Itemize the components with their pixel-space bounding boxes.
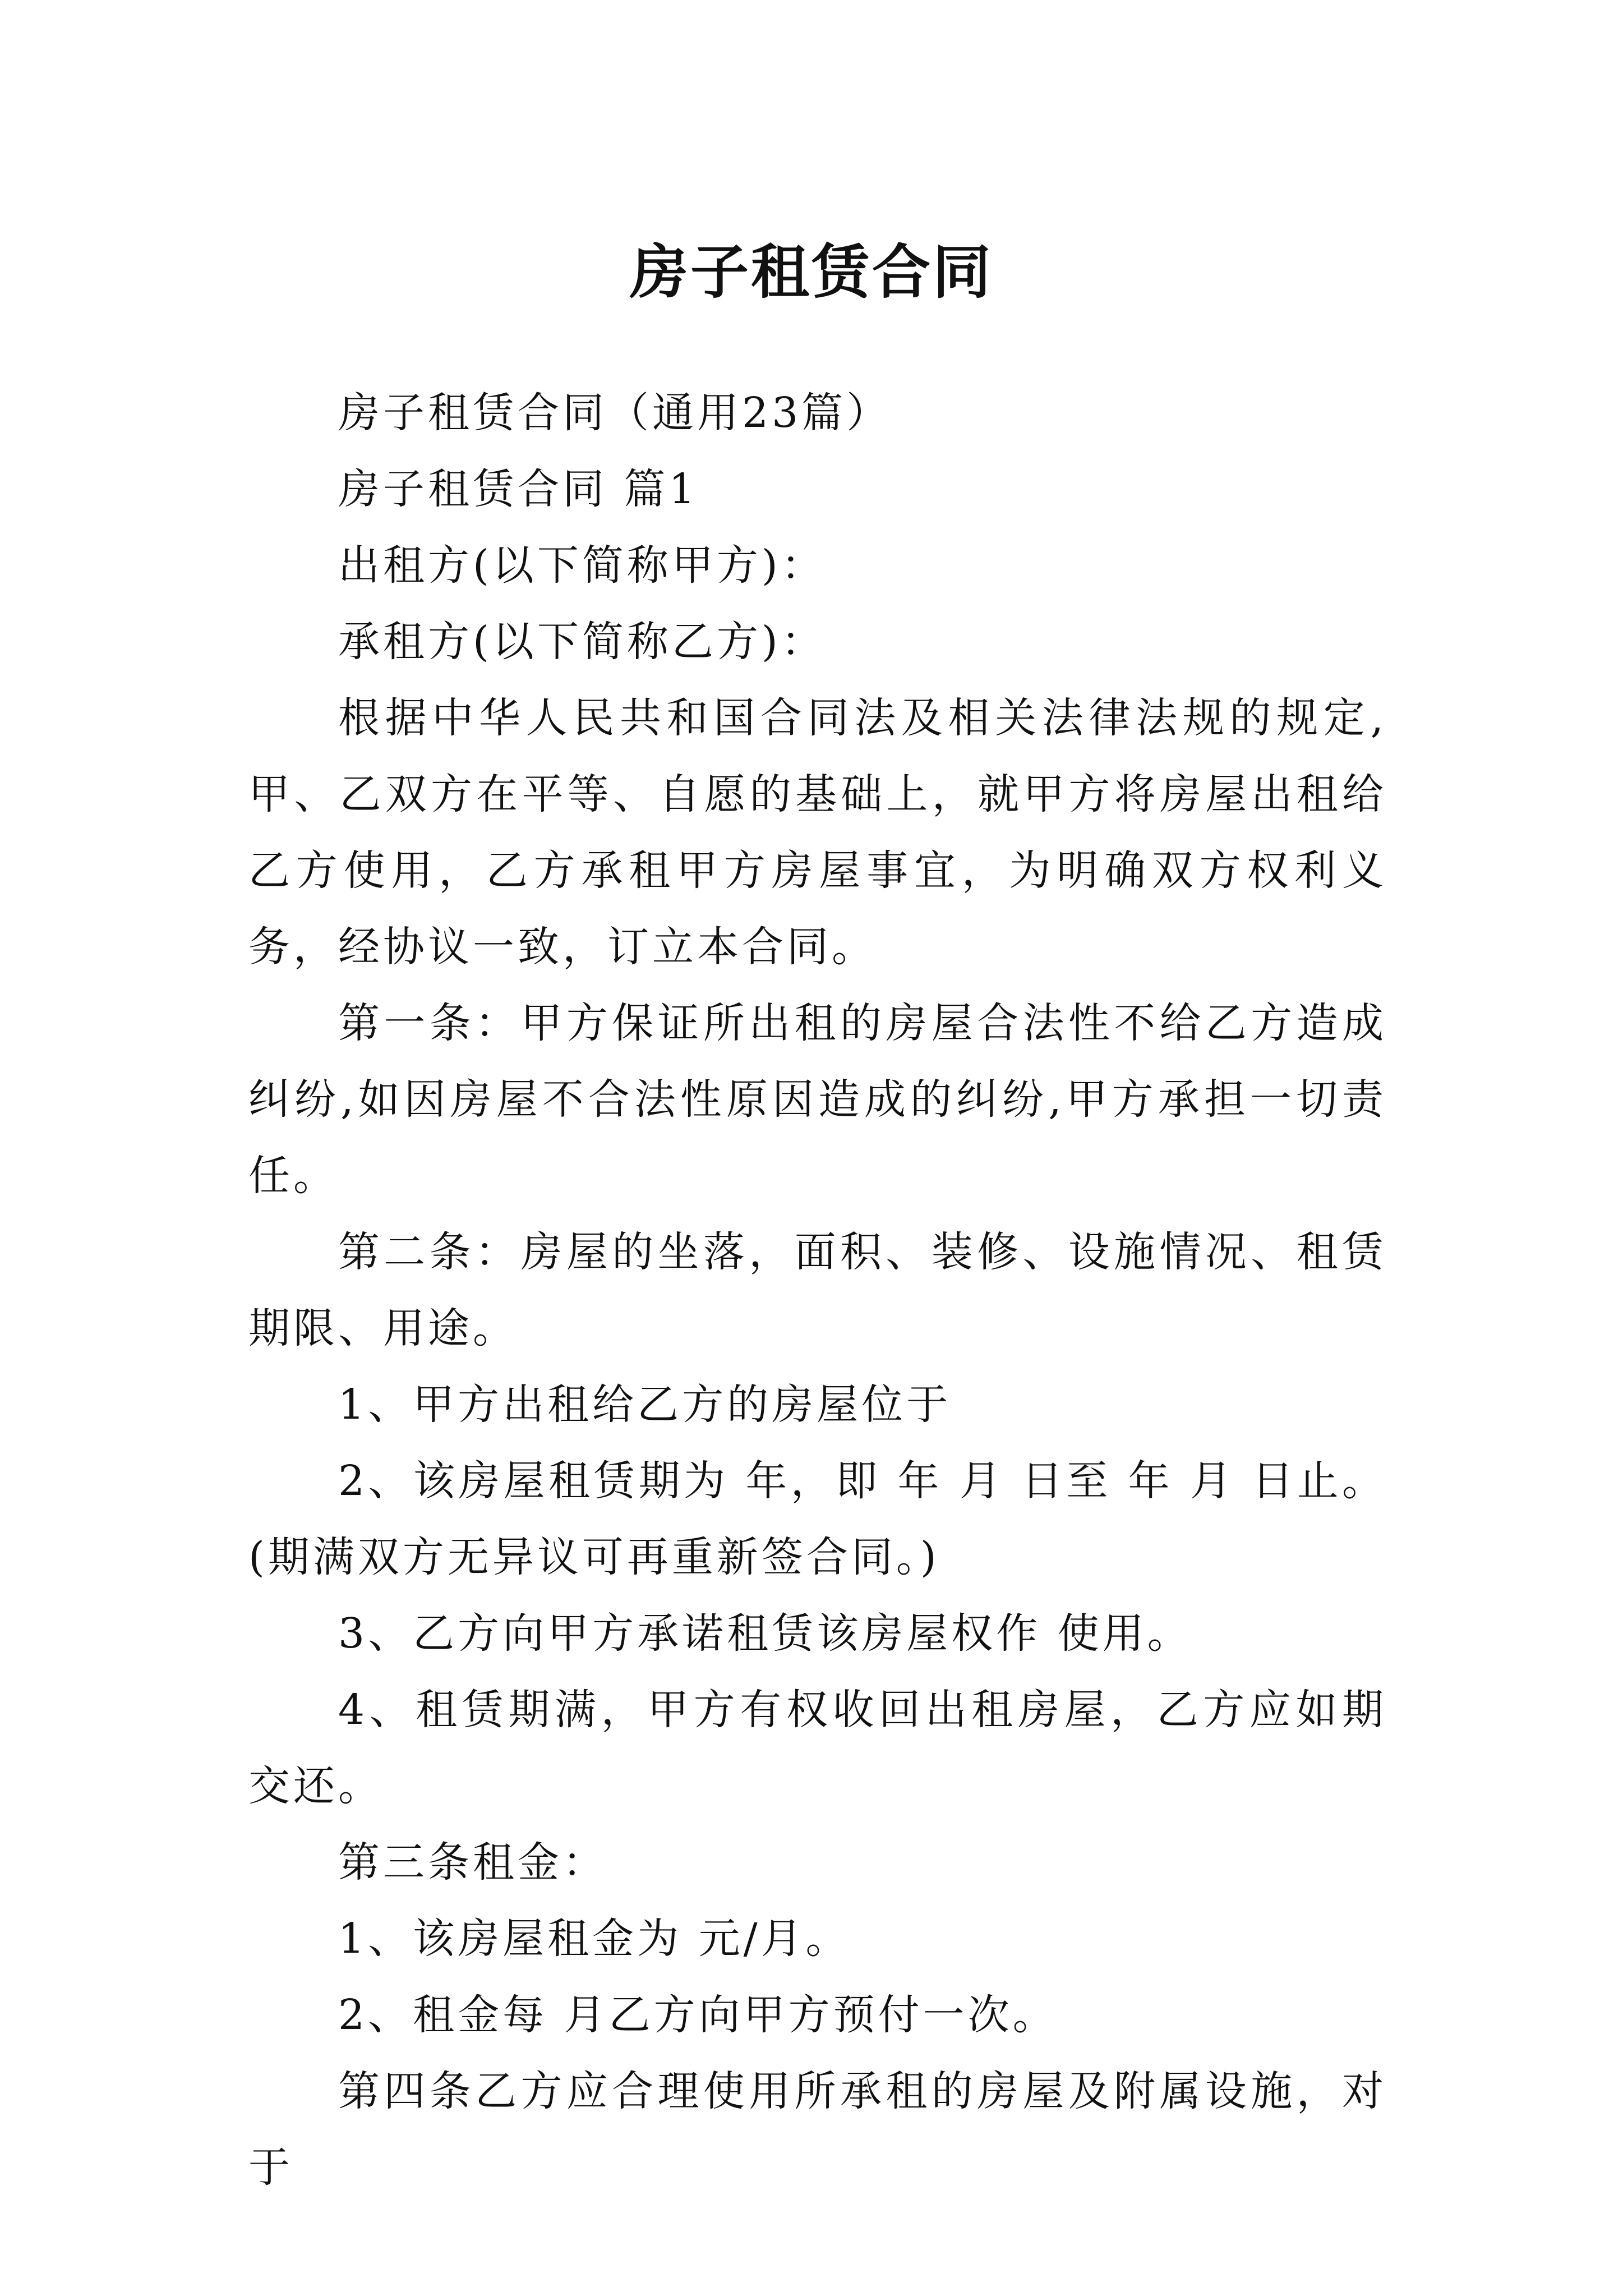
paragraph-article-3: 第三条租金： [338, 1838, 607, 1887]
paragraph-article-2: 第二条：房屋的坐落，面积、装修、设施情况、租赁期限、用途。 [248, 1228, 1387, 1352]
document-title: 房子租赁合同 [629, 237, 993, 306]
paragraph-article-1: 第一条：甲方保证所出租的房屋合法性不给乙方造成纠纷,如因房屋不合法性原因造成的纠纷,甲方承担一切责任。 [248, 999, 1387, 1200]
paragraph-article-2-item-4: 4、租赁期满，甲方有权收回出租房屋，乙方应如期交还。 [248, 1686, 1387, 1810]
paragraph-preamble: 根据中华人民共和国合同法及相关法律法规的规定,甲、乙双方在平等、自愿的基础上，就甲方将房屋出租给乙方使用，乙方承租甲方房屋事宜，为明确双方权利义务，经协议一致，订立本合同。 [248, 694, 1387, 971]
paragraph-article-3-item-2: 2、租金每 月乙方向甲方预付一次。 [338, 1991, 1058, 2039]
paragraph-article-2-item-1: 1、甲方出租给乙方的房屋位于 [338, 1381, 952, 1429]
paragraph-article-2-item-3: 3、乙方向甲方承诺租赁该房屋权作 使用。 [338, 1609, 1192, 1658]
document-body [248, 375, 1387, 2206]
paragraph-article-2-item-2: 2、该房屋租赁期为 年，即 年 月 日至 年 月 日止。(期满双方无异议可再重新签合同。) [248, 1457, 1387, 1581]
paragraph-lessee: 承租方(以下简称乙方)： [338, 618, 826, 666]
paragraph-subtitle: 房子租赁合同（通用23篇） [338, 389, 892, 437]
paragraph-article-3-item-1: 1、该房屋租金为 元/月。 [338, 1915, 851, 1963]
paragraph-section-heading: 房子租赁合同 篇1 [338, 465, 699, 513]
paragraph-lessor: 出租方(以下简称甲方)： [338, 541, 826, 590]
paragraph-article-4: 第四条乙方应合理使用所承租的房屋及附属设施，对于 [248, 2067, 1387, 2192]
